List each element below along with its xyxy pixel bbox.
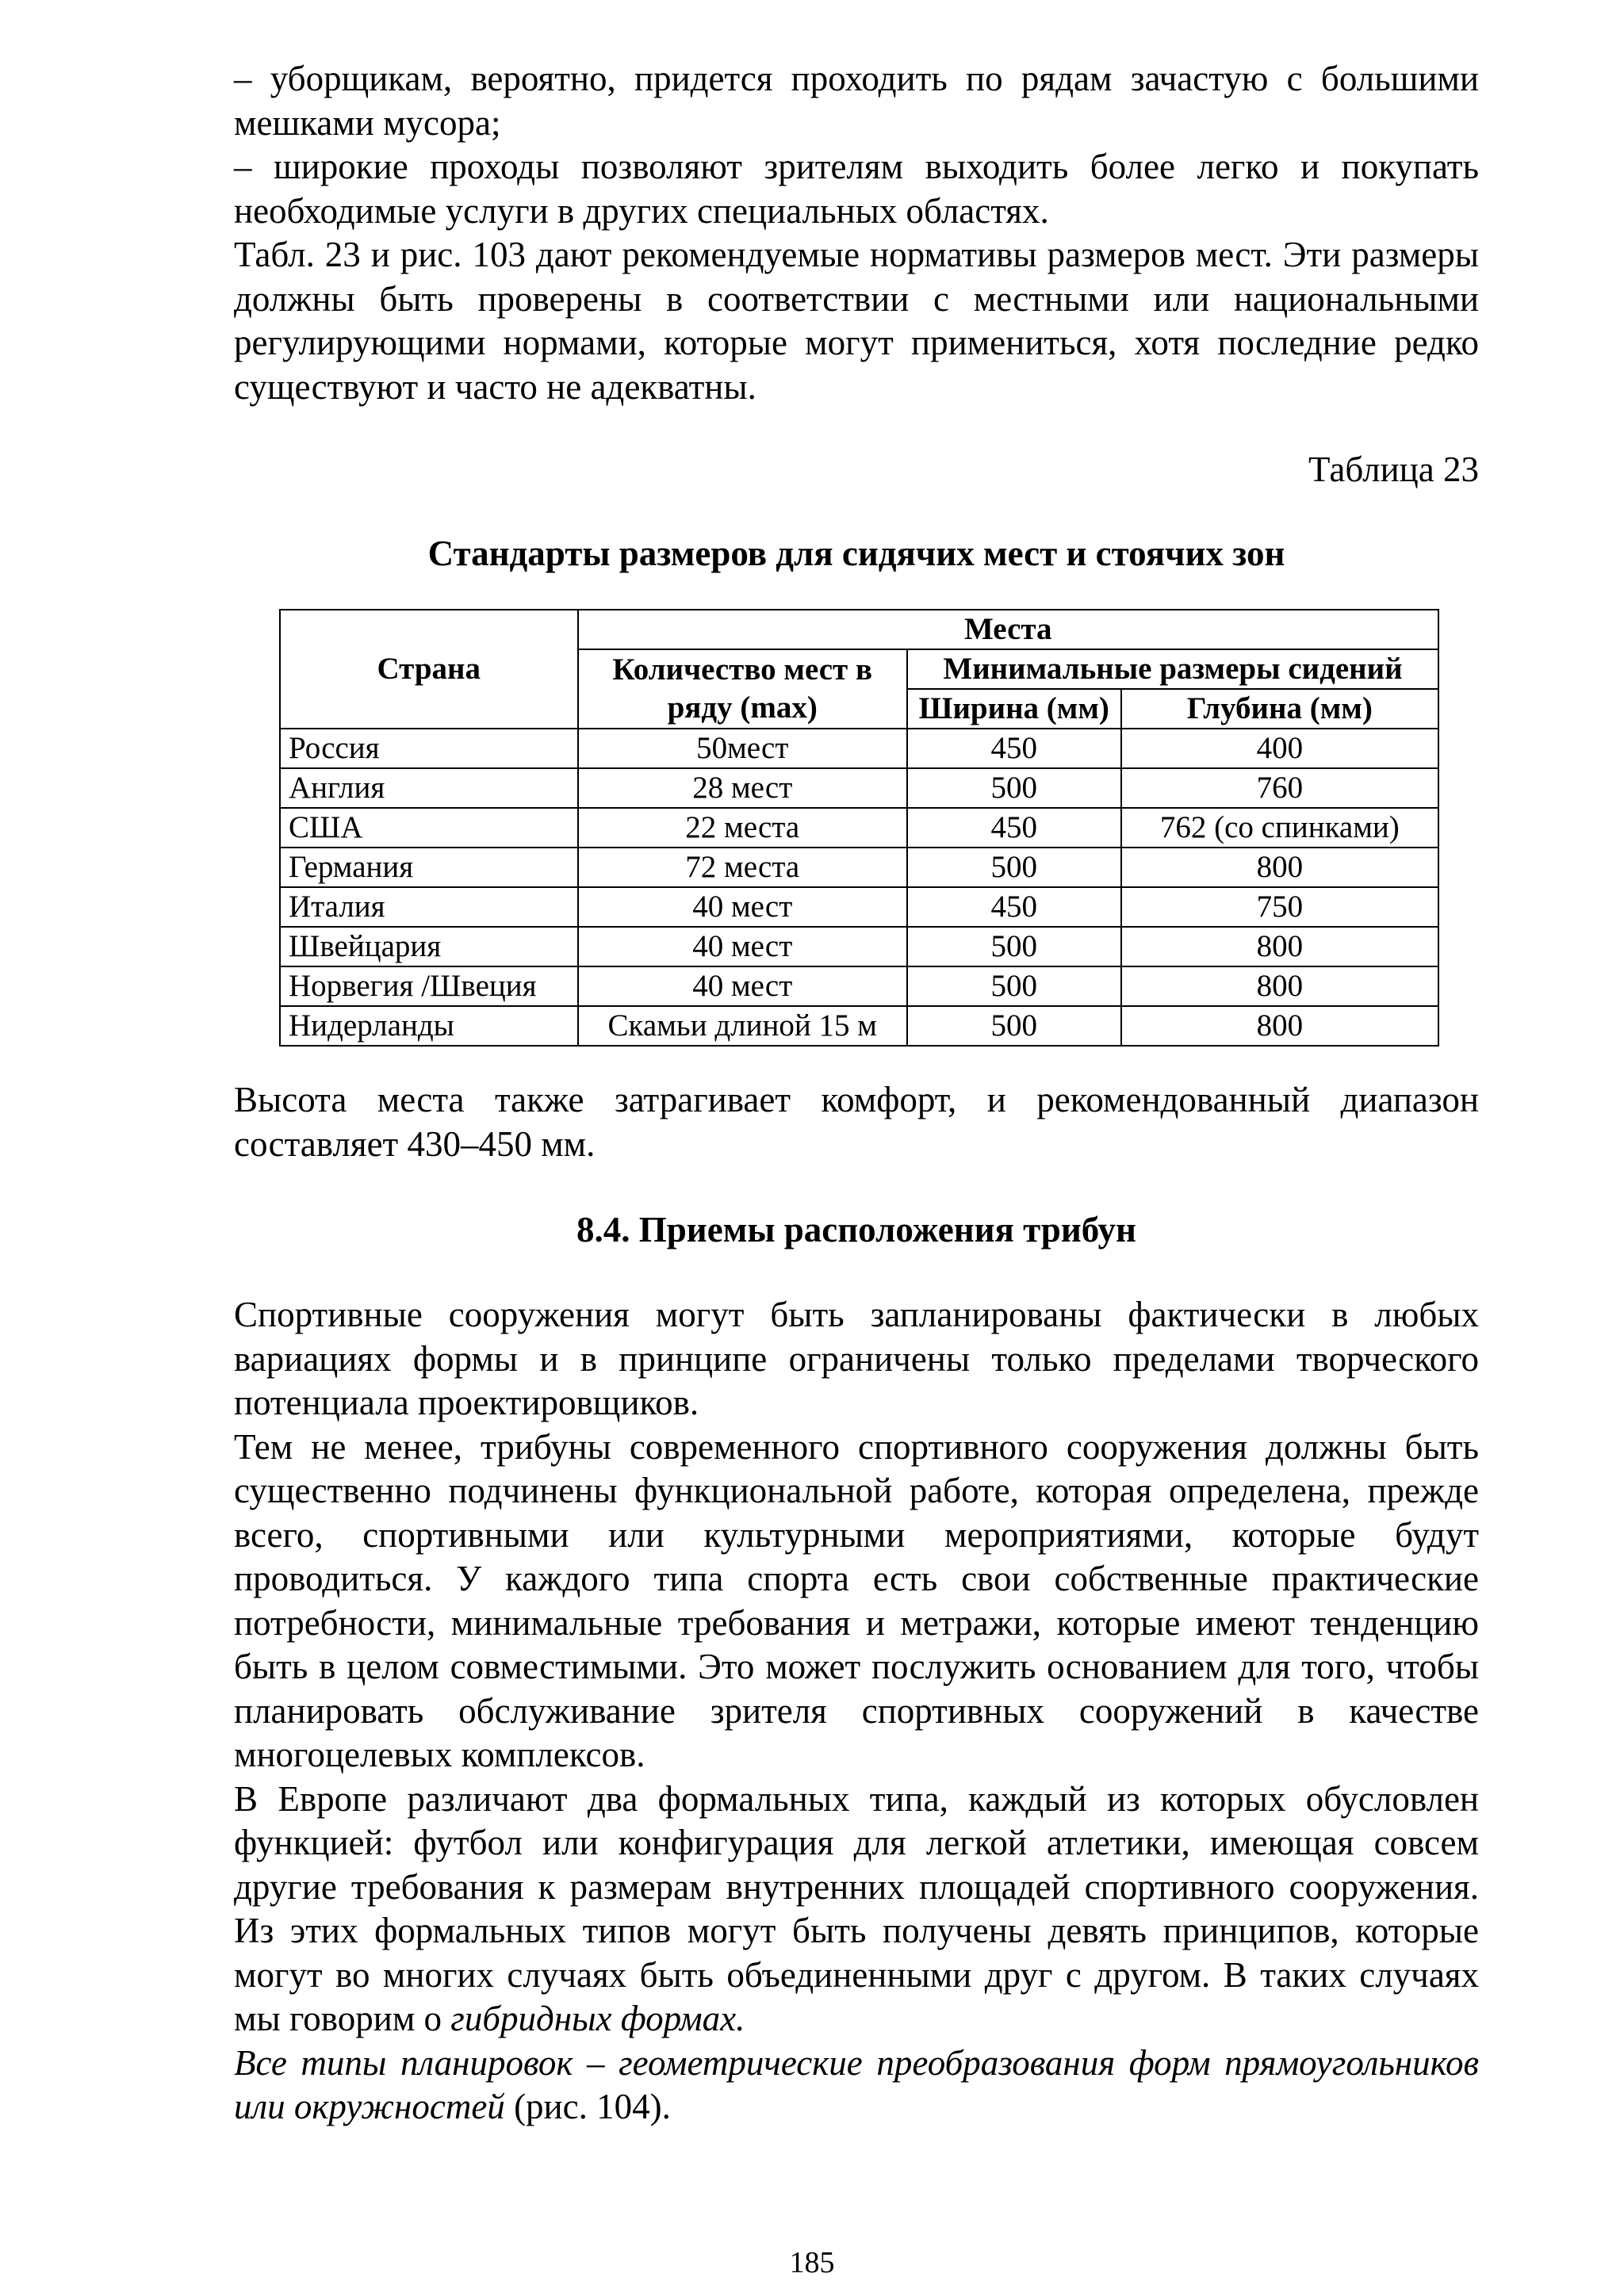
intro-paragraph-1: – уборщикам, вероятно, придется проходить по рядам зачастую с большими мешками мусора; xyxy=(234,59,1479,143)
cell-depth: 800 xyxy=(1121,927,1438,966)
header-width: Ширина (мм) xyxy=(907,689,1121,729)
cell-depth: 800 xyxy=(1121,1006,1438,1046)
body-paragraph-2: Тем не менее, трибуны современного спортивного сооружения должны быть существенно подчинены функциональной работе, которая определена, прежде всего, спортивными или культурными мероприятиями, которые будут проводиться. У каждого типа спорта есть свои собственные практические потребности, минимальные требования и метражи, которые имеют тенденцию быть в целом совместимыми. Это может послужить основанием для того, чтобы планировать обслуживание зрителя спортивных сооружений в качестве многоцелевых комплексов. xyxy=(234,1426,1479,1774)
cell-width: 500 xyxy=(907,966,1121,1006)
table-row xyxy=(280,808,1438,848)
page-content xyxy=(234,57,1479,2130)
cell-country: Германия xyxy=(280,848,578,887)
page-number: 185 xyxy=(789,2246,835,2279)
planning-types-statement: Все типы планировок – геометрические преобразования форм прямоугольников или окружностей xyxy=(234,2042,1479,2126)
cell-count: 40 мест xyxy=(578,927,907,966)
body-paragraph-1: Спортивные сооружения могут быть запланированы фактически в любых вариациях формы и в принципе ограничены только пределами творческого потенциала проектировщиков. xyxy=(234,1295,1479,1422)
hybrid-forms-term: гибридных формах. xyxy=(450,1999,745,2038)
cell-depth: 400 xyxy=(1121,729,1438,768)
cell-width: 500 xyxy=(907,927,1121,966)
table-row xyxy=(280,927,1438,966)
cell-country: Италия xyxy=(280,887,578,927)
cell-width: 500 xyxy=(907,848,1121,887)
cell-count: 50мест xyxy=(578,729,907,768)
body-paragraph-4 xyxy=(234,2042,1479,2130)
seat-height-paragraph: Высота места также затрагивает комфорт, и рекомендованный диапазон составляет 430–450 мм. xyxy=(234,1080,1479,1164)
body-paragraph-3 xyxy=(234,1777,1479,2042)
cell-depth: 800 xyxy=(1121,966,1438,1006)
table-title: Стандарты размеров для сидячих мест и стоячих зон xyxy=(427,534,1285,573)
cell-country: США xyxy=(280,808,578,848)
cell-count: 72 места xyxy=(578,848,907,887)
cell-country: Нидерланды xyxy=(280,1006,578,1046)
intro-paragraph-3: Табл. 23 и рис. 103 дают рекомендуемые нормативы размеров мест. Эти размеры должны быть проверены в соответствии с местными или национальными регулирующими нормами, которые могут примениться, хотя последние редко существуют и часто не адекватны. xyxy=(234,235,1479,407)
cell-depth: 750 xyxy=(1121,887,1438,927)
table-row xyxy=(280,848,1438,887)
cell-count: 22 места xyxy=(578,808,907,848)
body-paragraph-3-text: В Европе различают два формальных типа, каждый из которых обусловлен функцией: футбол или конфигурация для легкой атлетики, имеющая совсем другие требования к размерам внутренних площадей спортивного сооружения. Из этих формальных типов могут быть получены девять принципов, которые могут во многих случаях быть объединенными друг с другом. В таких случаях мы говорим о xyxy=(234,1778,1479,2038)
header-country: Страна xyxy=(280,610,578,729)
cell-width: 450 xyxy=(907,808,1121,848)
cell-country: Англия xyxy=(280,768,578,808)
cell-count: Скамьи длиной 15 м xyxy=(578,1006,907,1046)
seat-standards-table xyxy=(279,609,1439,1047)
intro-paragraph-2: – широкие проходы позволяют зрителям выходить более легко и покупать необходимые услуги в других специальных областях. xyxy=(234,147,1479,231)
cell-depth: 800 xyxy=(1121,848,1438,887)
table-row xyxy=(280,768,1438,808)
cell-count: 28 мест xyxy=(578,768,907,808)
figure-reference: (рис. 104). xyxy=(504,2087,671,2126)
cell-width: 450 xyxy=(907,729,1121,768)
table-row xyxy=(280,729,1438,768)
table-label: Таблица 23 xyxy=(1308,450,1479,489)
header-depth: Глубина (мм) xyxy=(1121,689,1438,729)
cell-country: Швейцария xyxy=(280,927,578,966)
cell-country: Россия xyxy=(280,729,578,768)
cell-count: 40 мест xyxy=(578,887,907,927)
cell-count: 40 мест xyxy=(578,966,907,1006)
table-row xyxy=(280,1006,1438,1046)
header-min-sizes: Минимальные размеры сидений xyxy=(907,649,1438,689)
section-heading: 8.4. Приемы расположения трибун xyxy=(576,1210,1136,1249)
cell-width: 500 xyxy=(907,1006,1121,1046)
cell-width: 450 xyxy=(907,887,1121,927)
cell-depth: 760 xyxy=(1121,768,1438,808)
cell-depth: 762 (со спинками) xyxy=(1121,808,1438,848)
table-row xyxy=(280,966,1438,1006)
cell-country: Норвегия /Швеция xyxy=(280,966,578,1006)
header-places: Места xyxy=(578,610,1438,649)
table-row xyxy=(280,887,1438,927)
cell-width: 500 xyxy=(907,768,1121,808)
header-count: Количество мест в ряду (max) xyxy=(578,649,907,729)
